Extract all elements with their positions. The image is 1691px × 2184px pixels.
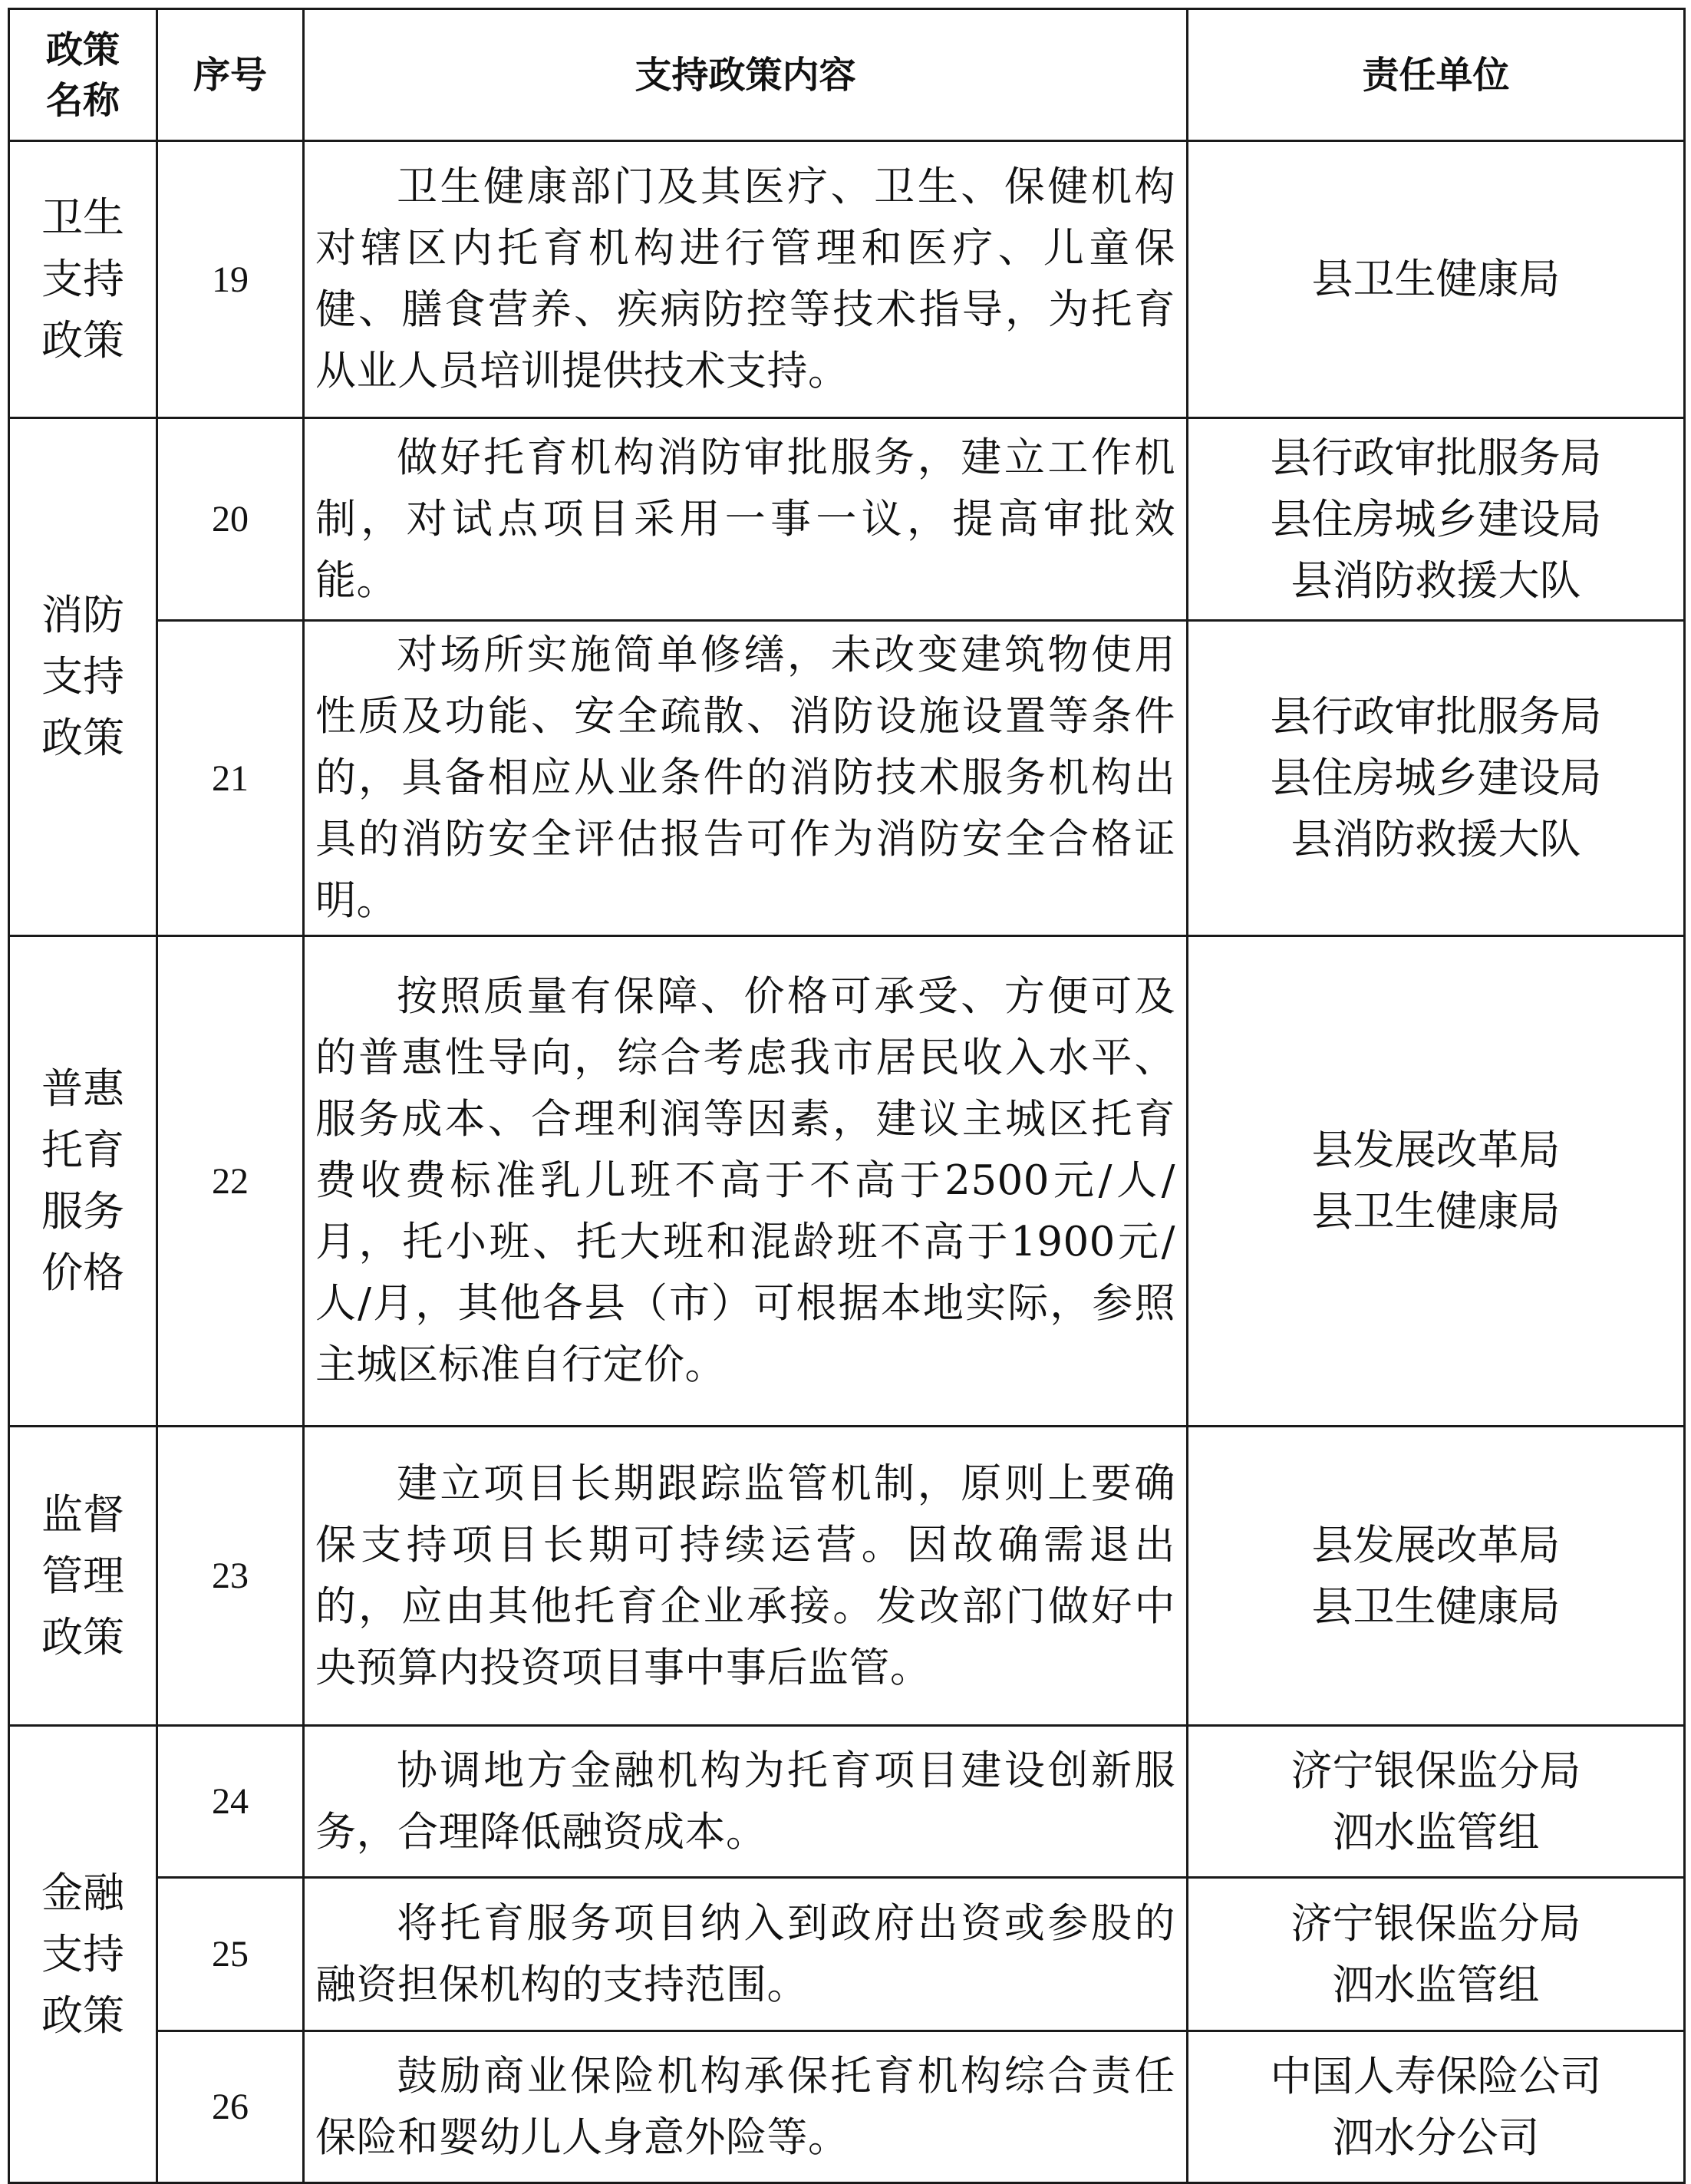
seq-cell: 21 — [157, 621, 304, 936]
category-line: 政策 — [41, 316, 124, 365]
header-category-line-2: 名称 — [45, 78, 120, 122]
category-line: 管理 — [41, 1551, 124, 1600]
unit-line: 县发展改革局 — [1311, 1126, 1561, 1174]
header-category-line-1: 政策 — [45, 28, 120, 71]
category-line: 政策 — [41, 1612, 124, 1661]
header-row — [9, 9, 1685, 141]
category-line: 价格 — [41, 1249, 124, 1297]
unit-line: 县卫生健康局 — [1311, 1187, 1561, 1236]
header-content: 支持政策内容 — [304, 9, 1188, 141]
unit-line: 县卫生健康局 — [1311, 1582, 1561, 1631]
content-cell: 按照质量有保障、价格可承受、方便可及的普惠性导向，综合考虑我市居民收入水平、服务成本、合理利润等因素，建议主城区托育费收费标准乳儿班不高于不高于2500元/人/月，托小班、托大班和混龄班不高于1900元/人/月，其他各县（市）可根据本地实际，参照主城区标准自行定价。 — [304, 936, 1188, 1427]
unit-line: 泗水监管组 — [1332, 1960, 1540, 2009]
table-row — [9, 418, 1685, 621]
unit-line: 县行政审批服务局 — [1270, 692, 1602, 741]
content-cell: 协调地方金融机构为托育项目建设创新服务，合理降低融资成本。 — [304, 1726, 1188, 1878]
category-line: 政策 — [41, 1991, 124, 2040]
table-row — [9, 141, 1685, 418]
unit-line: 县住房城乡建设局 — [1270, 494, 1602, 543]
table-row — [9, 1427, 1685, 1726]
category-line: 卫生 — [41, 193, 124, 242]
table-row — [9, 936, 1685, 1427]
seq-cell: 20 — [157, 418, 304, 621]
category-cell — [9, 1427, 157, 1726]
table-row — [9, 1878, 1685, 2031]
unit-cell — [1188, 1878, 1685, 2031]
category-line: 服务 — [41, 1187, 124, 1236]
category-line: 政策 — [41, 714, 124, 762]
table-row — [9, 1726, 1685, 1878]
category-line: 支持 — [41, 1929, 124, 1978]
category-line: 支持 — [41, 652, 124, 701]
category-line: 监督 — [41, 1490, 124, 1539]
policy-table — [8, 8, 1686, 2184]
category-cell — [9, 141, 157, 418]
content-cell: 卫生健康部门及其医疗、卫生、保健机构对辖区内托育机构进行管理和医疗、儿童保健、膳食营养、疾病防控等技术指导，为托育从业人员培训提供技术支持。 — [304, 141, 1188, 418]
table-row — [9, 621, 1685, 936]
unit-line: 济宁银保监分局 — [1290, 1746, 1581, 1795]
unit-line: 泗水监管组 — [1332, 1807, 1540, 1856]
unit-line: 县卫生健康局 — [1311, 255, 1561, 303]
header-unit: 责任单位 — [1188, 9, 1685, 141]
category-cell — [9, 1726, 157, 2183]
unit-line: 县消防救援大队 — [1290, 815, 1581, 863]
content-cell: 建立项目长期跟踪监管机制，原则上要确保支持项目长期可持续运营。因故确需退出的，应由其他托育企业承接。发改部门做好中央预算内投资项目事中事后监管。 — [304, 1427, 1188, 1726]
unit-line: 县住房城乡建设局 — [1270, 754, 1602, 802]
seq-cell: 22 — [157, 936, 304, 1427]
table-row — [9, 2031, 1685, 2183]
unit-line: 济宁银保监分局 — [1290, 1899, 1581, 1948]
content-cell: 做好托育机构消防审批服务，建立工作机制，对试点项目采用一事一议，提高审批效能。 — [304, 418, 1188, 621]
unit-cell — [1188, 141, 1685, 418]
seq-cell: 25 — [157, 1878, 304, 2031]
category-cell — [9, 936, 157, 1427]
unit-line: 中国人寿保险公司 — [1270, 2051, 1602, 2100]
unit-cell — [1188, 936, 1685, 1427]
seq-cell: 26 — [157, 2031, 304, 2183]
category-line: 金融 — [41, 1868, 124, 1917]
unit-cell — [1188, 1427, 1685, 1726]
unit-cell — [1188, 418, 1685, 621]
unit-line: 县发展改革局 — [1311, 1520, 1561, 1569]
header-seq: 序号 — [157, 9, 304, 141]
seq-cell: 24 — [157, 1726, 304, 1878]
header-category — [9, 9, 157, 141]
unit-cell — [1188, 1726, 1685, 1878]
unit-cell — [1188, 621, 1685, 936]
unit-line: 县消防救援大队 — [1290, 556, 1581, 605]
unit-cell — [1188, 2031, 1685, 2183]
content-cell: 对场所实施简单修缮，未改变建筑物使用性质及功能、安全疏散、消防设施设置等条件的，具备相应从业条件的消防技术服务机构出具的消防安全评估报告可作为消防安全合格证明。 — [304, 621, 1188, 936]
content-cell: 鼓励商业保险机构承保托育机构综合责任保险和婴幼儿人身意外险等。 — [304, 2031, 1188, 2183]
unit-line: 县行政审批服务局 — [1270, 433, 1602, 482]
category-cell — [9, 418, 157, 936]
seq-cell: 23 — [157, 1427, 304, 1726]
category-line: 托育 — [41, 1126, 124, 1174]
seq-cell: 19 — [157, 141, 304, 418]
content-cell: 将托育服务项目纳入到政府出资或参股的融资担保机构的支持范围。 — [304, 1878, 1188, 2031]
unit-line: 泗水分公司 — [1332, 2113, 1540, 2162]
category-line: 支持 — [41, 255, 124, 303]
category-line: 普惠 — [41, 1064, 124, 1113]
category-line: 消防 — [41, 591, 124, 639]
